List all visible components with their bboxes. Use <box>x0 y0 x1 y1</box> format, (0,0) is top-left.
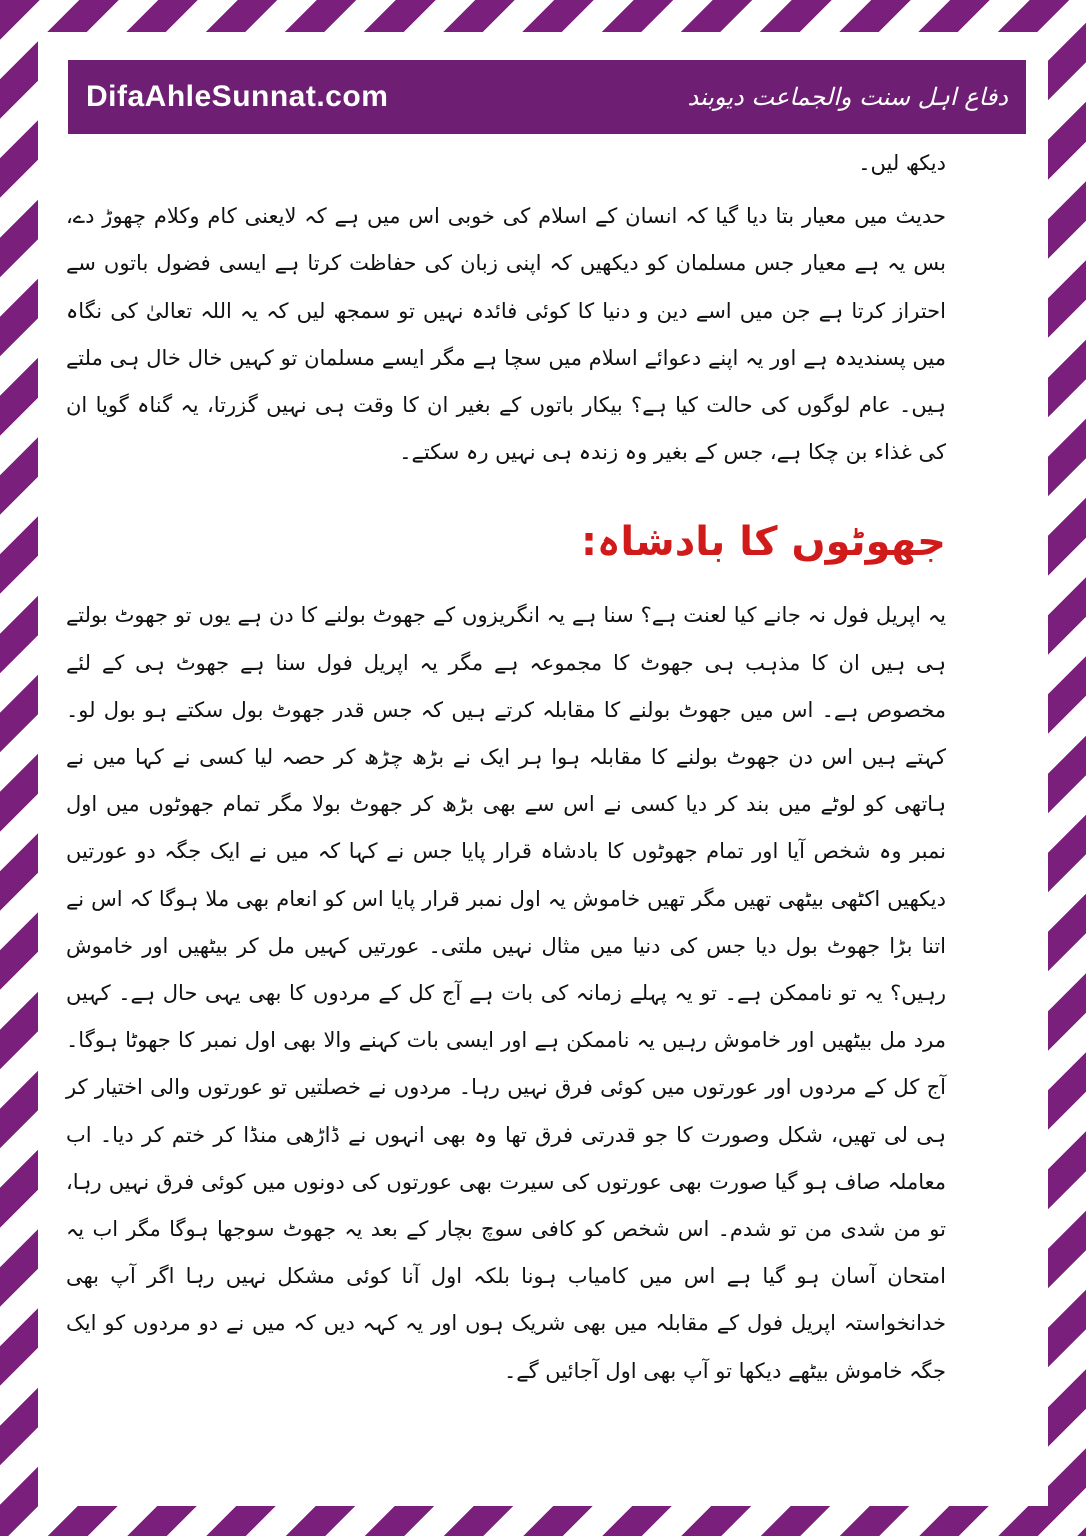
organization-title: دفاع اہل سنت والجماعت دیوبند <box>687 83 1008 111</box>
article-body <box>66 140 946 1395</box>
section-heading: جھوٹوں کا بادشاہ: <box>580 519 946 566</box>
paragraph-1: حدیث میں معیار بتا دیا گیا کہ انسان کے اسلام کی خوبی اس میں ہے کہ لایعنی کام وکلام چھوڑ دے، بس یہ ہے معیار جس مسلمان کو دیکھیں کہ اپنی زبان کی حفاظت کرتا ہے ایسی فضول باتوں سے احتراز کرتا ہے جن میں اسے دین و دنیا کا کوئی فائدہ نہیں تو سمجھ لیں کہ یہ اللہ تعالیٰ کی نگاہ میں پسندیدہ ہے اور یہ اپنے دعوائے اسلام میں سچا ہے مگر ایسے مسلمان تو کہیں خال خال ہی ملتے ہیں۔ عام لوگوں کی حالت کیا ہے؟ بیکار باتوں کے بغیر ان کا وقت ہی نہیں گزرتا، یہ گناہ گویا ان کی غذاء بن چکا ہے، جس کے بغیر وہ زندہ ہی نہیں رہ سکتے۔ <box>66 204 946 465</box>
paragraph-2: یہ اپریل فول نہ جانے کیا لعنت ہے؟ سنا ہے یہ انگریزوں کے جھوٹ بولنے کا دن ہے یوں تو جھوٹ بولتے ہی ہیں ان کا مذہب ہی جھوٹ کا مجموعہ ہے مگر یہ اپریل فول سنا ہے جھوٹ ہی کے لئے مخصوص ہے۔ اس میں جھوٹ بولنے کا مقابلہ کرتے ہیں کہ جس قدر جھوٹ بول سکتے ہو بول لو۔ کہتے ہیں اس دن جھوٹ بولنے کا مقابلہ ہوا ہر ایک نے بڑھ چڑھ کر حصہ لیا کسی نے کہا میں نے ہاتھی کو لوٹے میں بند کر دیا کسی نے اس سے بھی بڑھ کر جھوٹ بولا مگر تمام جھوٹوں میں اول نمبر وہ شخص آیا اور تمام جھوٹوں کا بادشاہ قرار پایا جس نے کہا کہ میں نے ایک جگہ دو عورتیں دیکھیں اکٹھی بیٹھی تھیں مگر تھیں خاموش یہ اول نمبر قرار پایا اس کو انعام بھی ملا ہوگا کہ اس نے اتنا بڑا جھوٹ بول دیا جس کی دنیا میں مثال نہیں ملتی۔ عورتیں کہیں مل کر بیٹھیں اور خاموش رہیں؟ یہ تو ناممکن ہے۔ تو یہ پہلے زمانہ کی بات ہے آج کل کے مردوں کا بھی یہی حال ہے۔ کہیں مرد مل بیٹھیں اور خاموش رہیں یہ ناممکن ہے اور ایسی بات کہنے والا بھی اول نمبر کا جھوٹا ہوگا۔ آج کل کے مردوں اور عورتوں میں کوئی فرق نہیں رہا۔ مردوں نے خصلتیں تو عورتوں والی اختیار کر ہی لی تھیں، شکل وصورت کا جو قدرتی فرق تھا وہ بھی انہوں نے ڈاڑھی منڈا کر ختم کر دیا۔ اب معاملہ صاف ہو گیا صورت بھی عورتوں کی سیرت بھی عورتوں کی دونوں میں کوئی فرق نہیں رہا، تو من شدی من تو شدم۔ اس شخص کو کافی سوچ بچار کے بعد یہ جھوٹ سوجھا ہوگا مگر اب یہ امتحان آسان ہو گیا ہے اس میں کامیاب ہونا بلکہ اول آنا کوئی مشکل نہیں رہا اگر آپ بھی خدانخواستہ اپریل فول کے مقابلہ میں بھی شریک ہوں اور یہ کہہ دیں کہ میں نے دو مردوں کو ایک جگہ خاموش بیٹھے دیکھا تو آپ بھی اول آجائیں گے۔ <box>66 603 946 1383</box>
header-bar <box>68 60 1026 134</box>
paragraph-intro: دیکھ لیں۔ <box>858 151 946 175</box>
site-name[interactable]: DifaAhleSunnat.com <box>86 80 389 113</box>
